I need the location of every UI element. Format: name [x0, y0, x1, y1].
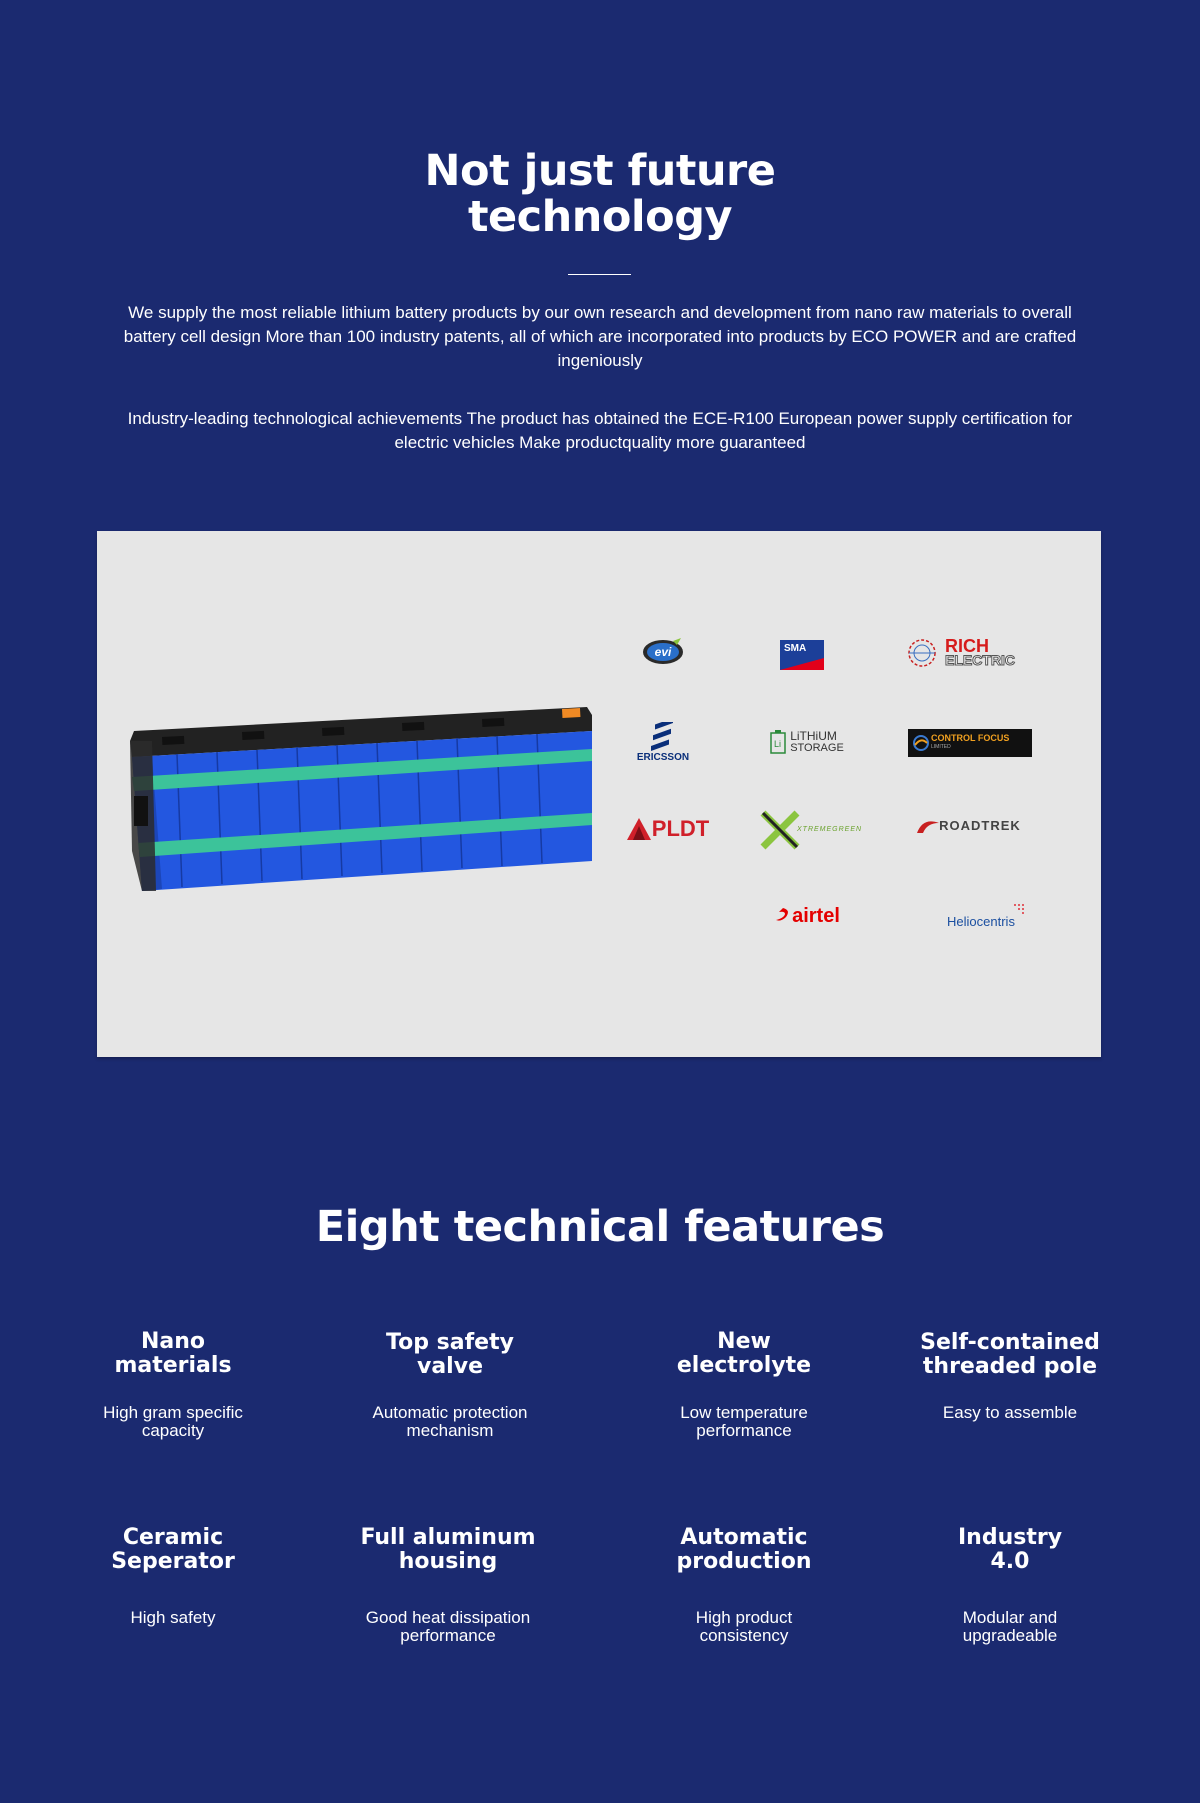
hero-title-line2: technology: [467, 192, 733, 242]
logo-limited-text: LIMITED: [931, 744, 951, 750]
feature-desc: High safety: [130, 1608, 216, 1627]
features-title: Eight technical features: [315, 1202, 885, 1252]
feature-title: New electrolyte: [676, 1329, 812, 1378]
logo-electric-text: ELECTRIC: [945, 652, 1015, 668]
feature-item: [880, 1525, 1140, 1645]
feature-desc: Good heat dissipation performance: [365, 1608, 531, 1645]
feature-title: Industry 4.0: [957, 1525, 1063, 1574]
logo-sma: [780, 640, 824, 670]
battery-outline-icon: [770, 730, 786, 754]
logo-rich-text: RICH: [945, 636, 989, 656]
feature-title: Automatic production: [676, 1525, 812, 1574]
logo-evi: [641, 637, 685, 667]
feature-item: [318, 1525, 578, 1645]
intro-paragraph-1: We supply the most reliable lithium battery products by our own research and development from nano raw materials to overall battery cell design More than 100 industry patents, all of which are incorporated into products by ECO POWER and are crafted ingeniously: [123, 303, 1077, 370]
hero-title: [0, 148, 1200, 240]
pldt-mark-icon: [627, 818, 651, 840]
feature-desc: High product consistency: [695, 1608, 793, 1645]
ericsson-mark-icon: [651, 722, 675, 752]
svg-text:Li: Li: [774, 739, 782, 749]
feature-title: Ceramic Seperator: [111, 1525, 235, 1574]
logo-roadtrek: [911, 813, 1027, 837]
feature-desc: Automatic protection mechanism: [372, 1403, 528, 1440]
title-divider: [568, 274, 631, 275]
logo-airtel-text: airtel: [792, 904, 840, 927]
logo-ericsson-text: ERICSSON: [636, 751, 690, 763]
feature-desc: High gram specific capacity: [103, 1403, 243, 1440]
battery-module-image: [122, 701, 592, 901]
logo-evi-text: evi: [654, 645, 672, 659]
logo-rich-electric: [907, 635, 1031, 671]
feature-desc: Low temperature performance: [680, 1403, 808, 1440]
logo-pldt: [625, 815, 711, 843]
dots-icon: [1013, 903, 1025, 915]
globe-icon: [907, 638, 937, 668]
logo-control-focus: [908, 729, 1032, 757]
feature-desc: Easy to assemble: [942, 1403, 1078, 1422]
feature-item: [880, 1330, 1140, 1422]
feature-item: [43, 1525, 303, 1627]
logo-heliocentris: [931, 901, 1031, 931]
logo-lithium-text: LiTHiUM: [790, 729, 837, 743]
feature-title: Nano materials: [114, 1329, 232, 1378]
logo-heliocentris-text: Heliocentris: [947, 913, 1015, 929]
feature-item: [43, 1329, 303, 1440]
feature-item: [614, 1525, 874, 1645]
feature-title: Full aluminum housing: [360, 1525, 536, 1574]
intro-paragraph-2: Industry-leading technological achievements The product has obtained the ECE-R100 European power supply certification for electric vehicles Make productquality more guaranteed: [127, 409, 1073, 452]
logo-xtremegreen-text: XTREMEGREEN: [797, 826, 863, 833]
logo-sma-text: SMA: [784, 643, 807, 654]
logo-xtremegreen: [757, 809, 889, 853]
airtel-mark-icon: [774, 906, 792, 926]
feature-desc: Modular and upgradeable: [962, 1608, 1058, 1645]
logo-pldt-text: PLDT: [651, 816, 710, 841]
feature-title: Self-contained threaded pole: [920, 1330, 1100, 1379]
hero-title-line1: Not just future: [424, 146, 776, 196]
logo-airtel: [765, 903, 849, 929]
logo-storage-text: STORAGE: [790, 742, 844, 754]
feature-item: [320, 1330, 580, 1440]
logo-ericsson: [629, 717, 697, 767]
partners-showcase: [97, 531, 1101, 1057]
feature-item: [614, 1329, 874, 1440]
logo-lithium-storage: [769, 727, 845, 757]
roadtrek-mark-icon: [917, 817, 939, 833]
x-mark-icon: [759, 809, 801, 851]
swirl-icon: [911, 733, 931, 753]
feature-title: Top safety valve: [386, 1330, 514, 1379]
logo-control-focus-text: CONTROL FOCUS: [931, 733, 1010, 743]
logo-roadtrek-text: ROADTREK: [939, 817, 1021, 833]
